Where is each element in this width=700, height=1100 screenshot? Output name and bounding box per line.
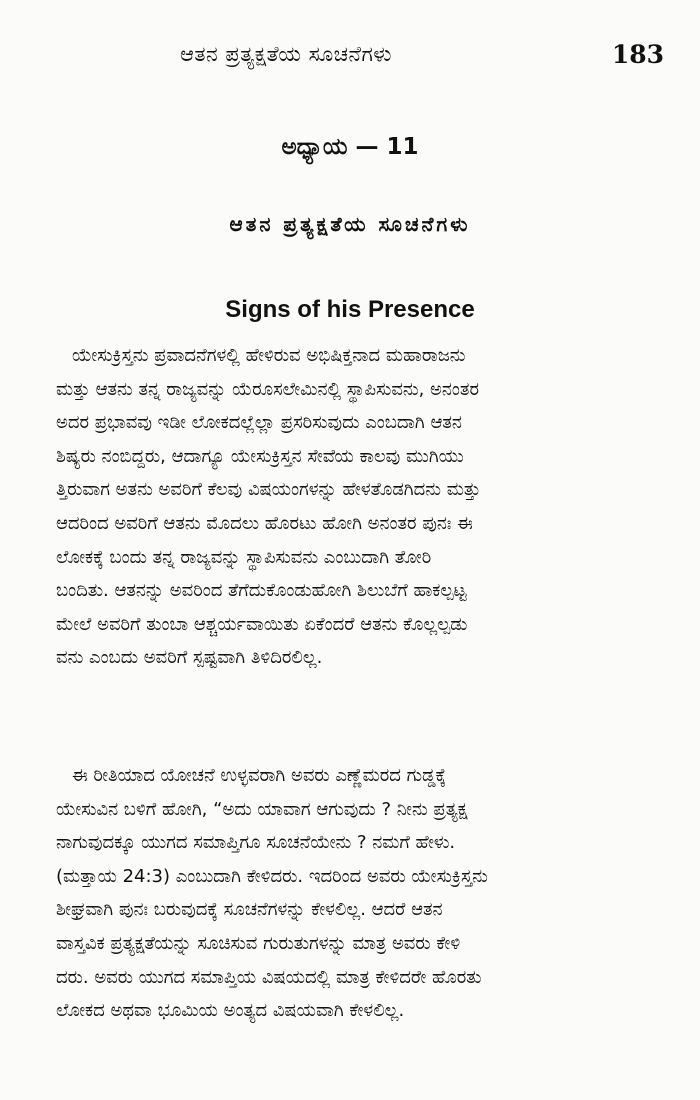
paragraph-line: ತ್ತಿರುವಾಗ ಅತನು ಅವರಿಗೆ ಕೆಲವು ವಿಷಯಂಗಳನ್ನು ಹೇಳತೊಡಗಿದನು ಮತ್ತು — [56, 479, 481, 501]
running-title: ಆತನ ಪ್ರತ್ಯಕ್ಷತೆಯ ಸೂಚನೆಗಳು — [180, 42, 392, 66]
paragraph-line: ಬಂದಿತು. ಆತನನ್ನು ಅವರಿಂದ ತೆಗೆದುಕೊಂಡುಹೋಗಿ ಶಿಲುಬೆಗೆ ಹಾಕಲ್ಪಟ್ಟ — [56, 580, 467, 602]
paragraph-line: (ಮತ್ತಾಯ 24:3) ಎಂಬುದಾಗಿ ಕೇಳಿದರು. ಇದರಿಂದ ಅವರು ಯೇಸುಕ್ರಿಸ್ತನು — [56, 865, 488, 887]
paragraph-line: ಲೋಕಕ್ಕೆ ಬಂದು ತನ್ನ ರಾಜ್ಯವನ್ನು ಸ್ಥಾಪಿಸುವನು ಎಂಬುದಾಗಿ ತೋರಿ — [56, 546, 432, 568]
paragraph-line: ಯೇಸುವಿನ ಬಳಿಗೆ ಹೋಗಿ, “ಅದು ಯಾವಾಗ ಆಗುವುದು ? ನೀನು ಪ್ರತ್ಯಕ್ಷ — [56, 798, 468, 820]
paragraph-line: ವನು ಎಂಬದು ಅವರಿಗೆ ಸ್ಪಷ್ಟವಾಗಿ ತಿಳಿದಿರಲಿಲ್ಲ. — [56, 647, 323, 669]
running-header — [0, 40, 700, 74]
paragraph-line: ಶಿಷ್ಯರು ನಂಬಿದ್ದರು, ಆದಾಗ್ಯೂ ಯೇಸುಕ್ರಿಸ್ತನ ಸೇವೆಯ ಕಾಲವು ಮುಗಿಯು — [56, 445, 464, 467]
chapter-title: ಆತನ ಪ್ರತ್ಯಕ್ಷತೆಯ ಸೂಚನೆಗಳು — [229, 212, 471, 236]
english-title: Signs of his Presence — [225, 296, 475, 323]
paragraph-line: ಆದರಿಂದ ಅವರಿಗೆ ಆತನು ಮೊದಲು ಹೊರಟು ಹೋಗಿ ಅನಂತರ ಪುನಃ ಈ — [56, 512, 473, 534]
paragraph-line: ಮೇಲೆ ಅವರಿಗೆ ತುಂಬಾ ಆಶ್ಚರ್ಯವಾಯಿತು ಏಕೆಂದರೆ ಆತನು ಕೊಲ್ಲಲ್ಪಡು — [56, 613, 468, 635]
page-number: 183 — [611, 40, 664, 69]
paragraph-line: ವಾಸ್ತವಿಕ ಪ್ರತ್ಯಕ್ಷತೆಯನ್ನು ಸೂಚಿಸುವ ಗುರುತುಗಳನ್ನು ಮಾತ್ರ ಅವರು ಕೇಳಿ — [56, 932, 461, 954]
paragraph-line: ಯೇಸುಕ್ರಿಸ್ತನು ಪ್ರವಾದನೆಗಳಲ್ಲಿ ಹೇಳಿರುವ ಅಭಿಷಿಕ್ತನಾದ ಮಹಾರಾಜನು — [72, 345, 466, 366]
paragraph-line: ಅದರ ಪ್ರಭಾವವು ಇಡೀ ಲೋಕದಲ್ಲೆಲ್ಲಾ ಪ್ರಸರಿಸುವುದು ಎಂಬದಾಗಿ ಆತನ — [56, 412, 462, 434]
paragraph-line: ದರು. ಅವರು ಯುಗದ ಸಮಾಪ್ತಿಯ ವಿಷಯದಲ್ಲಿ ಮಾತ್ರ ಕೇಳಿದರೇ ಹೊರತು — [56, 966, 482, 988]
paragraph-line: ಮತ್ತು ಆತನು ತನ್ನ ರಾಜ್ಯವನ್ನು ಯೆರೂಸಲೇಮಿನಲ್ಲಿ ಸ್ಥಾಪಿಸುವನು, ಅನಂತರ — [56, 378, 479, 400]
paragraph-line: ಶೀಘ್ರವಾಗಿ ಪುನಃ ಬರುವುದಕ್ಕೆ ಸೂಚನೆಗಳನ್ನು ಕೇಳಲಿಲ್ಲ. ಆದರೆ ಆತನ — [56, 899, 443, 921]
paragraph-line: ನಾಗುವುದಕ್ಕೂ ಯುಗದ ಸಮಾಪ್ತಿಗೂ ಸೂಚನೆಯೇನು ? ನಮಗೆ ಹೇಳು. — [56, 832, 456, 854]
paragraph-line: ಈ ರೀತಿಯಾದ ಯೋಚನೆ ಉಳ್ಳವರಾಗಿ ಅವರು ಎಣ್ಣೆಮರದ ಗುಡ್ಡಕ್ಕೆ — [72, 765, 447, 786]
body-paragraph-1 — [56, 339, 670, 675]
chapter-heading: ಅಧ್ಯಾಯ — 11 — [281, 134, 419, 160]
paragraph-line: ಲೋಕದ ಅಥವಾ ಭೂಮಿಯ ಅಂತ್ಯದ ವಿಷಯವಾಗಿ ಕೇಳಲಿಲ್ಲ. — [56, 1000, 405, 1022]
body-paragraph-2 — [56, 759, 670, 1028]
